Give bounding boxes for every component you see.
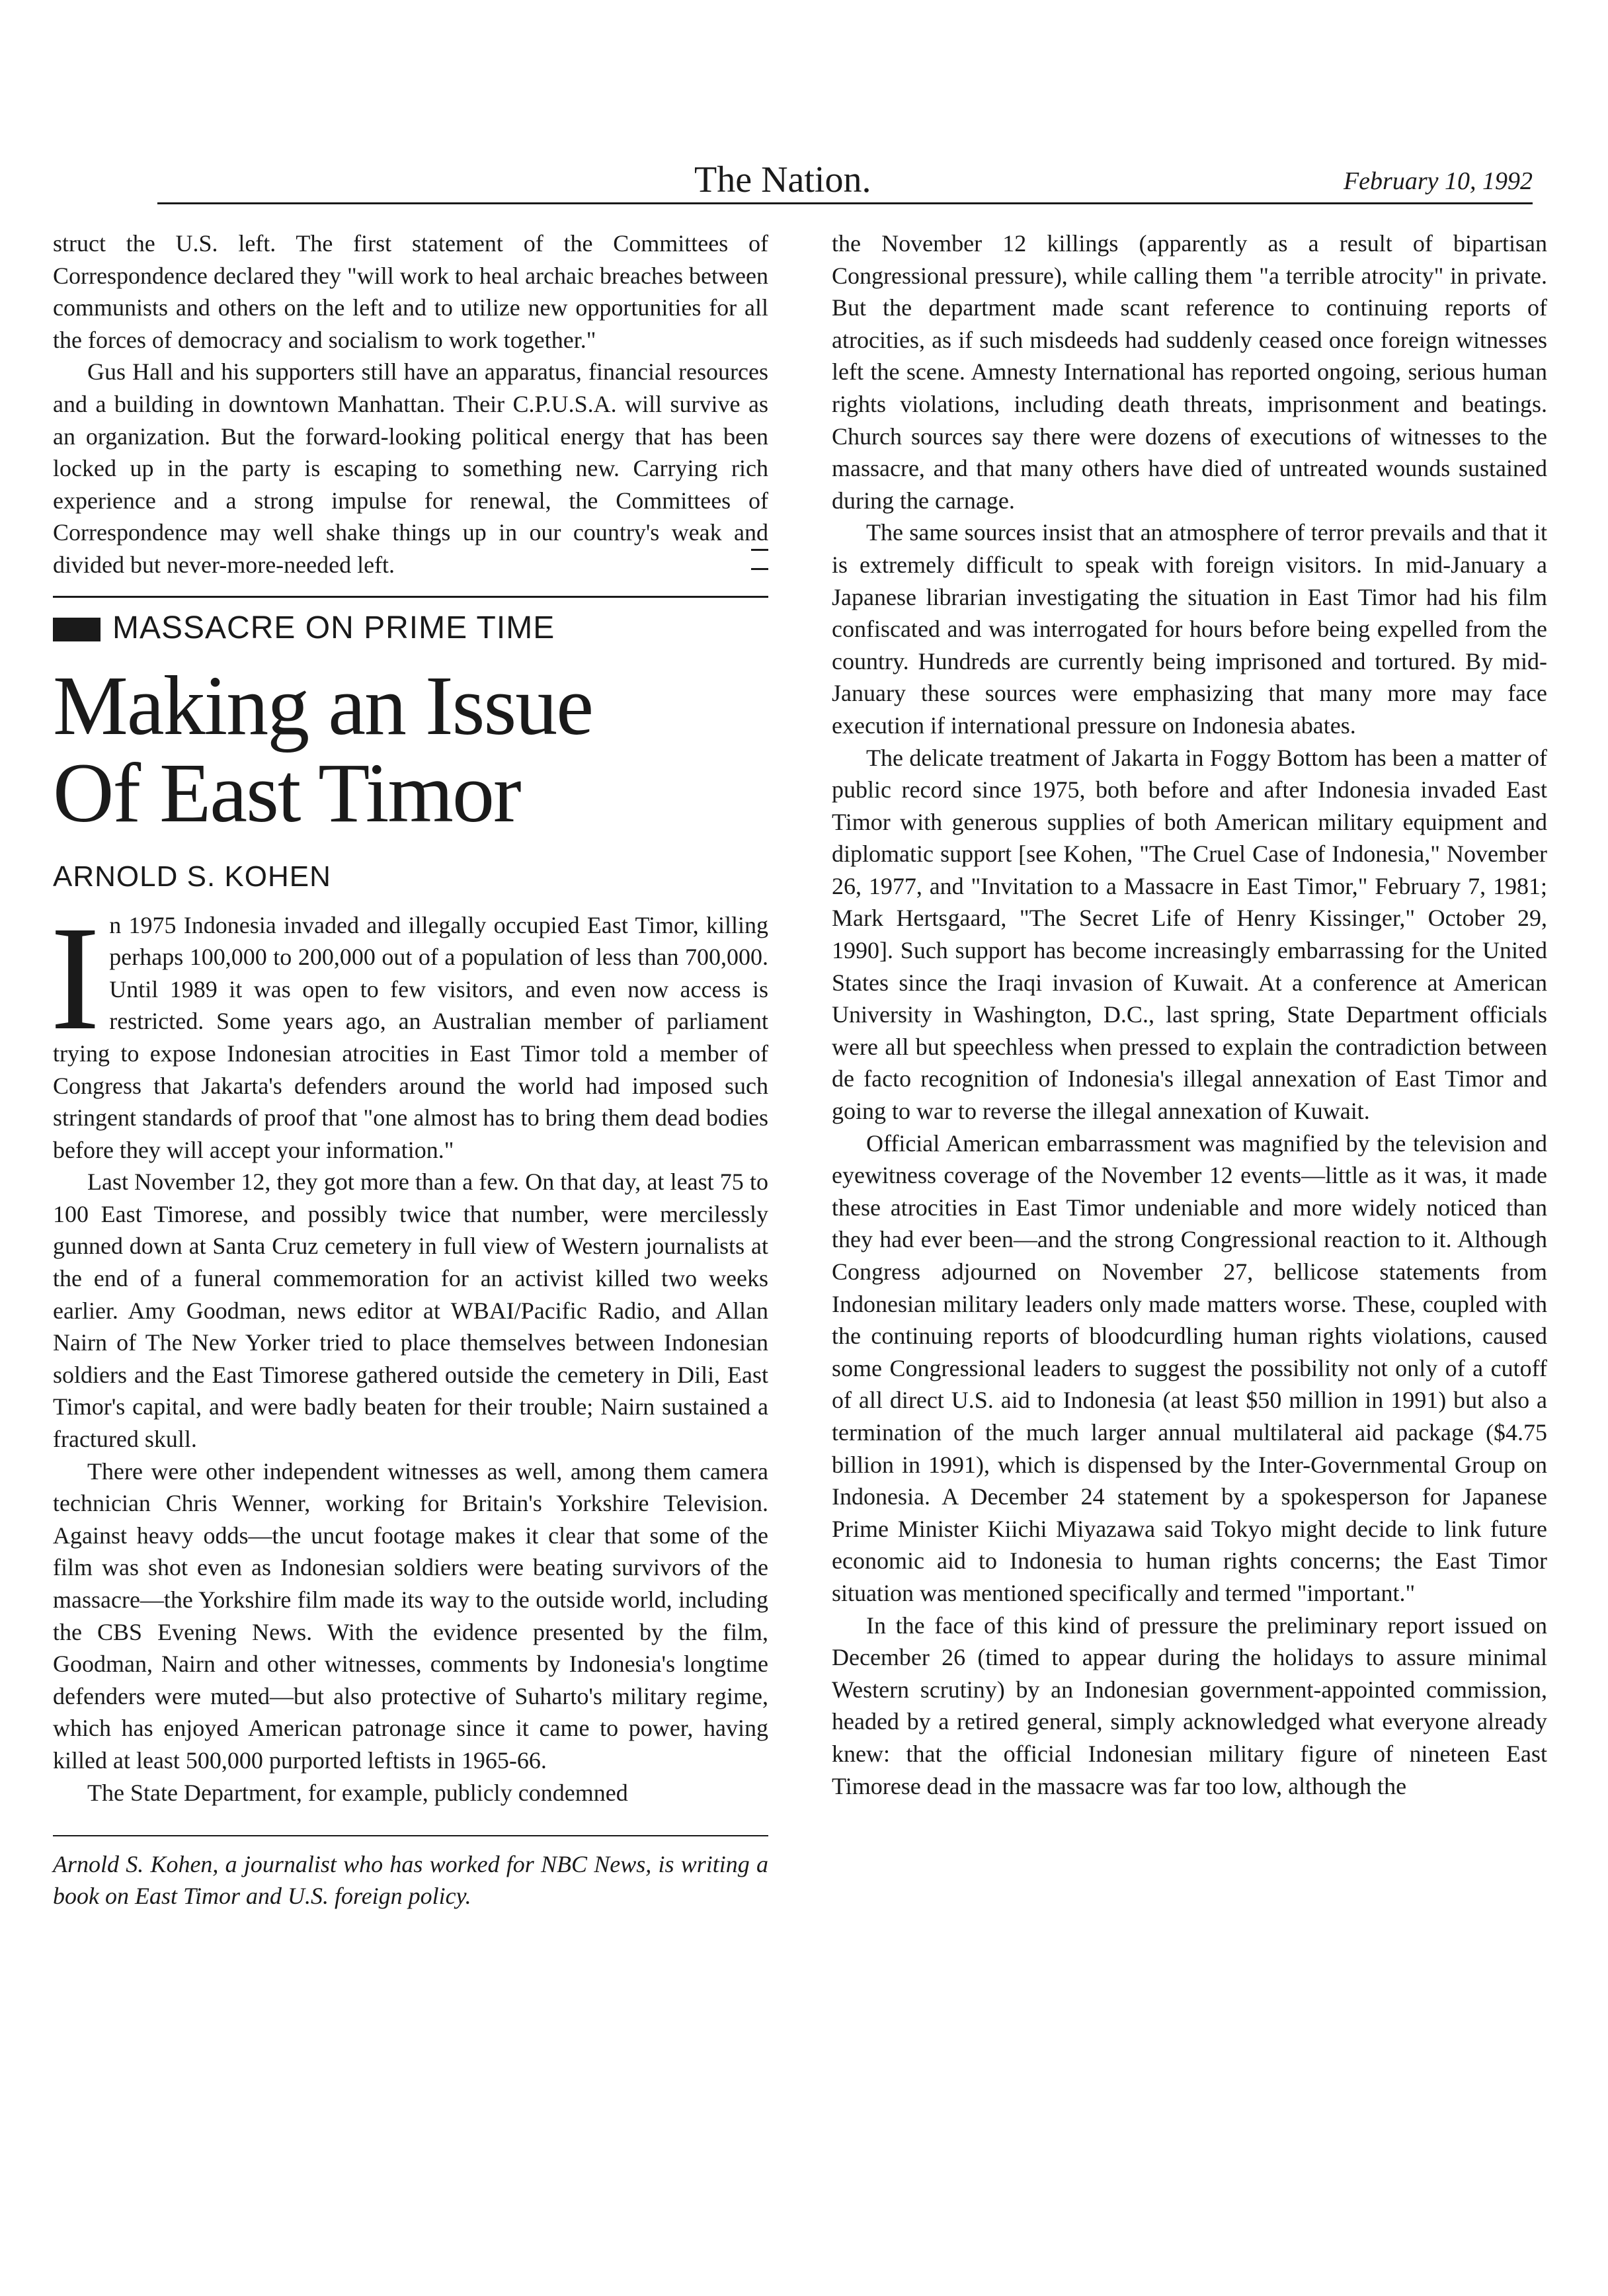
paragraph-text: Gus Hall and his supporters still have an apparatus, financial resources and a building in downtown Manhattan. Their C.P.U.S.A. will survive as an organization. But the forward-looking political energy that has been locked up in the party is escaping to something new. Carrying rich experience and a strong impulse for renewal, the Committees of Correspondence may well shake things up in our country's weak and divided but never-more-needed left. [53, 358, 768, 578]
body-paragraph: The delicate treatment of Jakarta in Foggy Bottom has been a matter of public record since 1975, both before and after Indonesia invaded East Timor with generous supplies of both American military equipment and diplomatic support [see Kohen, "The Cruel Case of Indonesia," November 26, 1977, and "Invitation to a Massacre in East Timor," February 7, 1981; Mark Hertsgaard, "The Secret Life of Henry Kissinger," October 29, 1990]. Such support has become increasingly embarrassing for the United States since the Iraqi invasion of Kuwait. At a conference at American University in Washington, D.C., last spring, State Department officials were all but speechless when pressed to explain the contradiction between de facto recognition of Indonesia's illegal annexation of East Timor and going to war to reverse the illegal annexation of Kuwait. [832, 744, 1547, 1125]
article-headline [53, 658, 768, 840]
continued-paragraph [53, 356, 768, 581]
drop-cap: I [50, 895, 100, 1061]
kicker-square-icon [53, 618, 100, 641]
body-paragraph: the November 12 killings (apparently as a result of bipartisan Congressional pressure), while calling them "a terrible atrocity" in private. But the department made scant reference to continuing reports of atrocities, as if such misdeeds had suddenly ceased once foreign witnesses left the scene. Amnesty International has reported ongoing, serious human rights violations, including death threats, imprisonment and beatings. Church sources say there were dozens of executions of witnesses to the massacre, and that many others have died of untreated wounds sustained during the carnage. [832, 230, 1547, 514]
right-column [832, 227, 1547, 1802]
issue-date: February 10, 1992 [1343, 167, 1533, 195]
lead-paragraph [50, 895, 768, 1167]
bio-rule [53, 1835, 768, 1836]
byline: ARNOLD S. KOHEN [53, 860, 331, 893]
masthead [157, 159, 1533, 202]
author-bio: Arnold S. Kohen, a journalist who has worked for NBC News, is writing a book on East Timor and U.S. foreign policy. [53, 1851, 768, 1910]
end-mark-icon [751, 549, 768, 570]
masthead-rule [157, 202, 1533, 204]
body-paragraph: Last November 12, they got more than a few. On that day, at least 75 to 100 East Timorese, and possibly twice that number, were mercilessly gunned down at Santa Cruz cemetery in full view of Western journalists at the end of a funeral commemoration for an activist killed two weeks earlier. Amy Goodman, news editor at WBAI/Pacific Radio, and Allan Nairn of The New Yorker tried to place themselves between Indonesian soldiers and the East Timorese gathered outside the cemetery in Dili, East Timor's capital, and were badly beaten for their trouble; Nairn sustained a fractured skull. [53, 1168, 768, 1453]
body-paragraph: The State Department, for example, publicly condemned [87, 1779, 628, 1806]
publication-title: The Nation. [694, 159, 871, 200]
continued-paragraph: struct the U.S. left. The first statement of the Committees of Correspondence declared they "will work to heal archaic breaches between communists and others on the left and to utilize new opportunities for all the forces of democracy and socialism to work together." [53, 230, 768, 353]
body-paragraph: In the face of this kind of pressure the preliminary report issued on December 26 (timed to appear during the holidays to assure minimal Western scrutiny) by an Indonesian government-appointed commission, headed by a retired general, simply acknowledged what everyone already knew: that the official Indonesian military figure of nineteen East Timorese dead in the massacre was far too low, although the [832, 1612, 1547, 1799]
headline-line: Making an Issue [53, 658, 593, 753]
body-paragraph: The same sources insist that an atmosphere of terror prevails and that it is extremely difficult to speak with foreign visitors. In mid-January a Japanese librarian investigating the situation in East Timor had his film confiscated and was interrogated for hours before being expelled from the country. Hundreds are currently being imprisoned and tortured. By mid-January these sources were emphasizing that many more may face execution if international pressure on Indonesia abates. [832, 519, 1547, 739]
headline-line: Of East Timor [53, 745, 520, 840]
left-column [50, 227, 768, 1912]
section-rule [53, 596, 768, 598]
body-paragraph: Official American embarrassment was magnified by the television and eyewitness coverage of the November 12 events—little as it was, it made these atrocities in East Timor undeniable and more widely noticed than they had ever been—and the strong Congressional reaction to it. Although Congress adjourned on November 27, bellicose statements from Indonesian military leaders only made matters worse. These, coupled with the continuing reports of bloodcurdling human rights violations, caused some Congressional leaders to suggest the possibility not only of a cutoff of all direct U.S. aid to Indonesia (at least $50 million in 1991) but also a termination of the much larger annual multilateral aid package ($4.75 billion in 1991), which is dispensed by the Inter-Governmental Group on Indonesia. A December 24 statement by a spokesperson for Japanese Prime Minister Kiichi Miyazawa said Tokyo might decide to link future economic aid to Indonesia to human rights concerns; the East Timor situation was mentioned specifically and termed "important." [832, 1129, 1547, 1606]
body-paragraph: There were other independent witnesses as well, among them camera technician Chris Wenner, working for Britain's Yorkshire Television. Against heavy odds—the uncut footage makes it clear that some of the film was shot even as Indonesian soldiers were beating survivors of the massacre—the Yorkshire film made its way to the outside world, including the CBS Evening News. With the evidence presented by the film, Goodman, Nairn and other witnesses, comments by Indonesia's longtime defenders were muted—but also protective of Suharto's military regime, which has enjoyed American patronage since it came to power, having killed at least 500,000 purported leftists in 1965-66. [53, 1457, 768, 1774]
lead-text: n 1975 Indonesia invaded and illegally occupied East Timor, killing perhaps 100,000 to 200,000 out of a population of less than 700,000. Until 1989 it was open to few visitors, and even now access is restricted. Some years ago, an Australian member of parliament trying to expose Indonesian atrocities in East Timor told a member of Congress that Jakarta's defenders around the world had imposed such stringent standards of proof that "one almost has to bring them dead bodies before they will accept your information." [53, 911, 768, 1163]
kicker-text: MASSACRE ON PRIME TIME [112, 610, 555, 645]
article-kicker [53, 610, 768, 646]
